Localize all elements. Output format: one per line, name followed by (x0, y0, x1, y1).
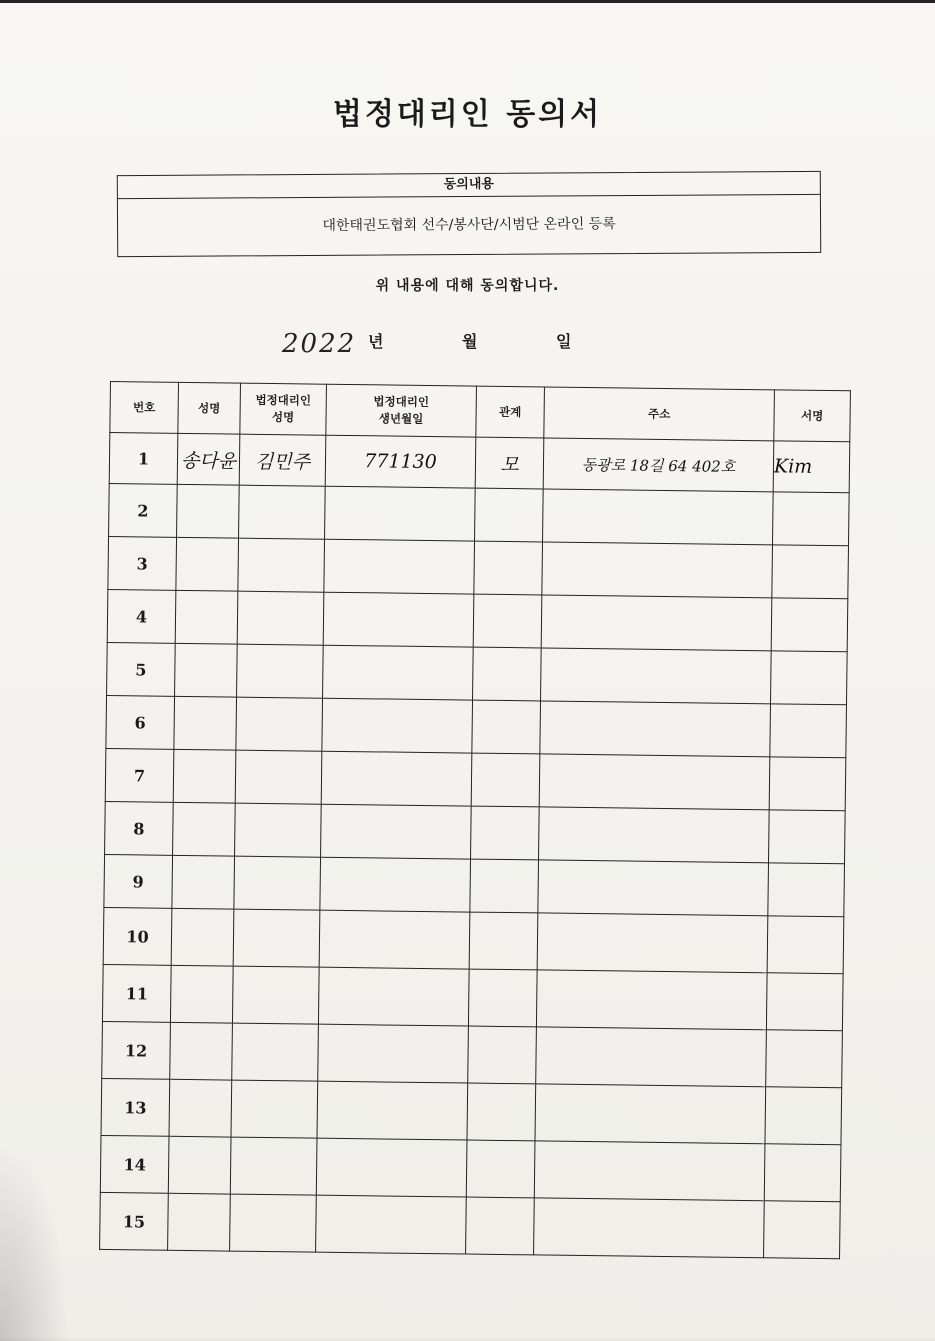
cell-guardian-birth (318, 1024, 469, 1083)
cell-signature (770, 704, 847, 758)
cell-guardian-name (235, 750, 322, 804)
cell-name (168, 1136, 231, 1194)
cell-guardian-birth (322, 698, 473, 753)
table-row (107, 642, 848, 704)
cell-guardian-birth (321, 804, 472, 859)
cell-no: 11 (102, 964, 171, 1022)
cell-address (541, 648, 772, 704)
table-row (101, 1078, 842, 1144)
cell-relation (471, 753, 540, 807)
cell-name (174, 696, 237, 750)
cell-name (176, 537, 239, 591)
cell-address (535, 1084, 766, 1144)
cell-address (537, 913, 768, 973)
cell-relation (467, 1083, 536, 1141)
cell-guardian-name (239, 485, 326, 539)
cell-guardian-birth (325, 486, 476, 541)
cell-relation (475, 488, 544, 542)
cell-signature (764, 1201, 841, 1259)
cell-signature (766, 1030, 843, 1088)
cell-address (542, 542, 773, 598)
cell-address (538, 860, 769, 916)
header-guardian-birth: 법정대리인 생년월일 (326, 384, 477, 437)
date-year-label: 년 (368, 332, 384, 351)
cell-signature (769, 757, 846, 811)
cell-guardian-name (237, 644, 324, 698)
date-year-handwritten: 2022 (282, 329, 357, 359)
consent-content: 대한태권도협회 선수/봉사단/시범단 온라인 등록 (322, 216, 616, 234)
cell-no: 1 (109, 433, 178, 485)
cell-name (175, 590, 238, 644)
table-row (106, 695, 847, 757)
page-shadow (0, 1143, 70, 1341)
agree-statement: 위 내용에 대해 동의합니다. (375, 278, 560, 294)
table-header-row (110, 382, 851, 442)
date-day-label: 일 (556, 332, 572, 351)
cell-relation (468, 969, 537, 1027)
cell-guardian-birth (317, 1081, 468, 1140)
cell-name (170, 965, 233, 1023)
cell-name (173, 802, 236, 856)
table-row (102, 964, 843, 1030)
cell-name (173, 749, 236, 803)
cell-address: 동광로 18길 64 402호 (543, 438, 774, 492)
cell-guardian-name (235, 803, 322, 857)
cell-guardian-birth (320, 857, 471, 912)
table-row (109, 483, 850, 545)
header-guardian-name: 법정대리인 성명 (240, 383, 327, 435)
cell-guardian-name (237, 591, 324, 645)
cell-signature (765, 1087, 842, 1145)
table-row (104, 854, 845, 916)
consent-box (117, 171, 821, 257)
header-signature: 서명 (774, 390, 851, 442)
cell-address (536, 1027, 767, 1087)
cell-signature (768, 810, 845, 864)
cell-name (172, 855, 235, 909)
cell-address (541, 595, 772, 651)
cell-guardian-name (238, 538, 325, 592)
cell-no: 15 (100, 1192, 169, 1250)
cell-guardian-birth (324, 539, 475, 594)
cell-no: 6 (106, 695, 175, 749)
cell-relation (473, 594, 542, 648)
cell-no: 9 (104, 854, 173, 908)
table-row (103, 907, 844, 973)
cell-relation (472, 700, 541, 754)
cell-no: 7 (105, 748, 174, 802)
cell-guardian-name: 김민주 (239, 434, 326, 486)
cell-no: 13 (101, 1078, 170, 1136)
cell-signature (766, 973, 843, 1031)
cell-no: 4 (107, 589, 176, 643)
cell-relation: 모 (475, 437, 544, 489)
cell-guardian-birth (323, 592, 474, 647)
cell-name (169, 1079, 232, 1137)
header-relation: 관계 (476, 386, 545, 438)
cell-relation (466, 1140, 535, 1198)
cell-guardian-birth: 771130 (325, 435, 476, 488)
cell-name (170, 1022, 233, 1080)
cell-guardian-name (231, 1080, 318, 1138)
cell-name (168, 1193, 231, 1251)
cell-name: 송다윤 (177, 433, 240, 485)
document-title: 법정대리인 동의서 (332, 97, 603, 132)
cell-name (177, 484, 240, 538)
cell-name (175, 643, 238, 697)
date-month-label: 월 (462, 332, 478, 351)
cell-address (539, 807, 770, 863)
header-name: 성명 (178, 382, 241, 434)
cell-address (543, 489, 774, 545)
guardian-table (99, 381, 851, 1259)
header-address: 주소 (544, 387, 775, 441)
cell-relation (466, 1197, 535, 1255)
cell-guardian-name (230, 1194, 317, 1252)
table-row (100, 1135, 841, 1201)
cell-no: 10 (103, 907, 172, 965)
cell-signature (764, 1144, 841, 1202)
cell-signature (772, 545, 849, 599)
cell-guardian-name (232, 1023, 319, 1081)
cell-guardian-birth (323, 645, 474, 700)
cell-relation (469, 912, 538, 970)
cell-address (539, 754, 770, 810)
cell-address (534, 1198, 765, 1258)
cell-no: 8 (105, 801, 174, 855)
cell-relation (468, 1026, 537, 1084)
cell-address (536, 970, 767, 1030)
cell-guardian-birth (321, 751, 472, 806)
cell-signature (771, 598, 848, 652)
cell-no: 14 (100, 1135, 169, 1193)
cell-address (540, 701, 771, 757)
cell-no: 5 (107, 642, 176, 696)
cell-guardian-name (236, 697, 323, 751)
cell-guardian-name (232, 966, 319, 1024)
table-row (107, 589, 848, 651)
cell-guardian-birth (318, 967, 469, 1026)
table-row (100, 1192, 841, 1258)
cell-relation (473, 647, 542, 701)
table-row (105, 748, 846, 810)
cell-guardian-name (233, 909, 320, 967)
cell-signature (770, 651, 847, 705)
cell-no: 12 (102, 1021, 171, 1079)
cell-signature: Kim (773, 441, 850, 493)
cell-guardian-birth (319, 910, 470, 969)
table-row (105, 801, 846, 863)
cell-signature (772, 492, 849, 546)
cell-relation (471, 806, 540, 860)
cell-relation (474, 541, 543, 595)
cell-relation (470, 859, 539, 913)
header-no: 번호 (110, 382, 179, 434)
cell-signature (768, 863, 845, 917)
table-row (109, 433, 850, 493)
cell-no: 2 (109, 483, 178, 537)
date-line (0, 325, 935, 365)
table-body (100, 433, 850, 1259)
table-row (108, 536, 849, 598)
cell-signature (767, 916, 844, 974)
table-row (102, 1021, 843, 1087)
cell-address (534, 1141, 765, 1201)
cell-no: 3 (108, 536, 177, 590)
cell-guardian-birth (316, 1195, 467, 1254)
cell-guardian-birth (316, 1138, 467, 1197)
consent-heading: 동의내용 (118, 172, 820, 199)
cell-name (171, 908, 234, 966)
cell-guardian-name (230, 1137, 317, 1195)
cell-guardian-name (234, 856, 321, 910)
